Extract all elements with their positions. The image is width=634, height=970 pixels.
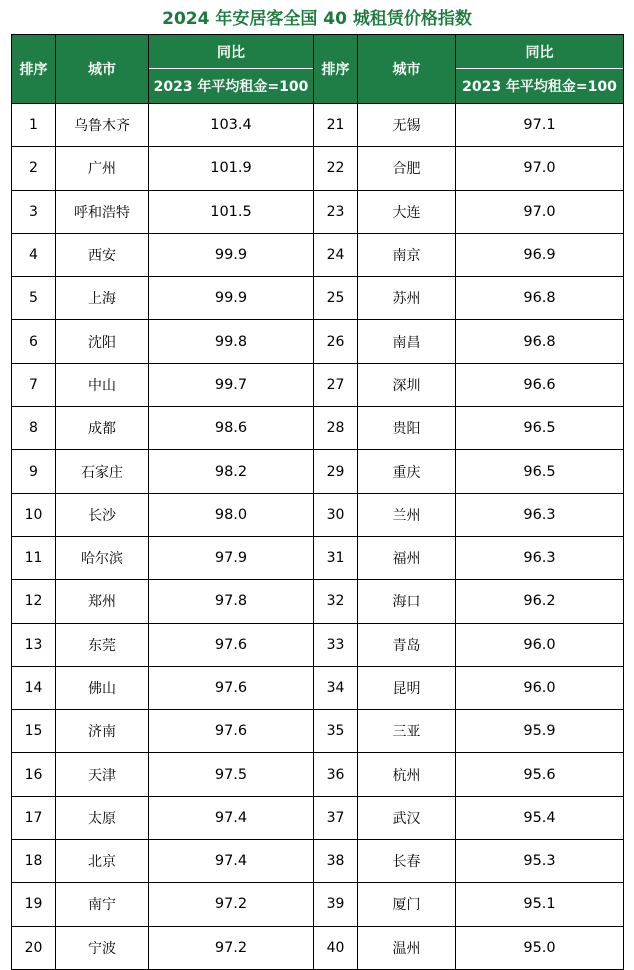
rank-cell: 37: [314, 796, 358, 839]
rank-cell: 4: [12, 233, 56, 276]
city-cell: 乌鲁木齐: [56, 104, 149, 147]
table-row: [12, 190, 624, 233]
rank-cell: 26: [314, 320, 358, 363]
rank-cell: 1: [12, 104, 56, 147]
index-value-cell: 99.7: [149, 363, 314, 406]
city-cell: 南宁: [56, 883, 149, 926]
index-value-cell: 97.4: [149, 796, 314, 839]
city-cell: 北京: [56, 840, 149, 883]
rank-cell: 35: [314, 710, 358, 753]
rank-cell: 32: [314, 580, 358, 623]
rank-cell: 10: [12, 493, 56, 536]
index-value-cell: 98.6: [149, 407, 314, 450]
city-cell: 温州: [358, 926, 456, 969]
index-value-cell: 97.8: [149, 580, 314, 623]
table-row: [12, 883, 624, 926]
city-cell: 哈尔滨: [56, 536, 149, 579]
rank-cell: 34: [314, 666, 358, 709]
index-value-cell: 96.5: [456, 407, 624, 450]
index-value-cell: 96.8: [456, 320, 624, 363]
city-cell: 郑州: [56, 580, 149, 623]
city-cell: 武汉: [358, 796, 456, 839]
index-value-cell: 99.9: [149, 233, 314, 276]
rank-cell: 16: [12, 753, 56, 796]
city-cell: 宁波: [56, 926, 149, 969]
rank-cell: 24: [314, 233, 358, 276]
city-cell: 济南: [56, 710, 149, 753]
city-cell: 厦门: [358, 883, 456, 926]
header-rank-right: 排序: [314, 35, 358, 104]
index-value-cell: 99.8: [149, 320, 314, 363]
city-cell: 中山: [56, 363, 149, 406]
table-row: [12, 580, 624, 623]
table-row: [12, 840, 624, 883]
city-cell: 沈阳: [56, 320, 149, 363]
table-row: [12, 363, 624, 406]
index-value-cell: 97.2: [149, 883, 314, 926]
header-rank-left: 排序: [12, 35, 56, 104]
header-yoy-right: 同比: [456, 35, 624, 69]
city-cell: 天津: [56, 753, 149, 796]
city-cell: 昆明: [358, 666, 456, 709]
table-row: [12, 753, 624, 796]
index-value-cell: 97.0: [456, 147, 624, 190]
rank-cell: 14: [12, 666, 56, 709]
rank-cell: 36: [314, 753, 358, 796]
index-value-cell: 97.1: [456, 104, 624, 147]
index-value-cell: 99.9: [149, 277, 314, 320]
rank-cell: 17: [12, 796, 56, 839]
index-value-cell: 97.6: [149, 710, 314, 753]
index-value-cell: 96.6: [456, 363, 624, 406]
table-row: [12, 104, 624, 147]
rent-index-table: [11, 34, 624, 970]
rank-cell: 8: [12, 407, 56, 450]
rank-cell: 3: [12, 190, 56, 233]
index-value-cell: 96.3: [456, 536, 624, 579]
city-cell: 合肥: [358, 147, 456, 190]
index-value-cell: 95.0: [456, 926, 624, 969]
rank-cell: 2: [12, 147, 56, 190]
header-city-left: 城市: [56, 35, 149, 104]
index-value-cell: 98.0: [149, 493, 314, 536]
rank-cell: 33: [314, 623, 358, 666]
index-value-cell: 97.6: [149, 623, 314, 666]
rank-cell: 30: [314, 493, 358, 536]
city-cell: 贵阳: [358, 407, 456, 450]
index-value-cell: 101.9: [149, 147, 314, 190]
rank-cell: 31: [314, 536, 358, 579]
city-cell: 深圳: [358, 363, 456, 406]
city-cell: 苏州: [358, 277, 456, 320]
index-value-cell: 95.1: [456, 883, 624, 926]
index-value-cell: 96.5: [456, 450, 624, 493]
index-value-cell: 96.9: [456, 233, 624, 276]
header-city-right: 城市: [358, 35, 456, 104]
index-value-cell: 95.9: [456, 710, 624, 753]
city-cell: 上海: [56, 277, 149, 320]
city-cell: 东莞: [56, 623, 149, 666]
rank-cell: 22: [314, 147, 358, 190]
table-row: [12, 147, 624, 190]
rank-cell: 25: [314, 277, 358, 320]
rank-cell: 11: [12, 536, 56, 579]
index-value-cell: 96.0: [456, 623, 624, 666]
city-cell: 西安: [56, 233, 149, 276]
table-row: [12, 536, 624, 579]
city-cell: 大连: [358, 190, 456, 233]
city-cell: 福州: [358, 536, 456, 579]
city-cell: 兰州: [358, 493, 456, 536]
index-value-cell: 97.0: [456, 190, 624, 233]
rank-cell: 29: [314, 450, 358, 493]
table-row: [12, 320, 624, 363]
table-row: [12, 710, 624, 753]
rank-cell: 12: [12, 580, 56, 623]
index-value-cell: 95.4: [456, 796, 624, 839]
rank-cell: 40: [314, 926, 358, 969]
rank-cell: 18: [12, 840, 56, 883]
city-cell: 太原: [56, 796, 149, 839]
index-value-cell: 97.4: [149, 840, 314, 883]
rank-cell: 21: [314, 104, 358, 147]
table-row: [12, 407, 624, 450]
city-cell: 三亚: [358, 710, 456, 753]
table-body: [12, 104, 624, 970]
city-cell: 佛山: [56, 666, 149, 709]
rank-cell: 7: [12, 363, 56, 406]
index-value-cell: 95.3: [456, 840, 624, 883]
city-cell: 南昌: [358, 320, 456, 363]
rank-cell: 15: [12, 710, 56, 753]
index-value-cell: 95.6: [456, 753, 624, 796]
header-base-left: 2023 年平均租金=100: [149, 69, 314, 104]
rank-cell: 23: [314, 190, 358, 233]
rank-cell: 20: [12, 926, 56, 969]
rank-cell: 28: [314, 407, 358, 450]
rank-cell: 6: [12, 320, 56, 363]
header-base-right: 2023 年平均租金=100: [456, 69, 624, 104]
index-value-cell: 97.9: [149, 536, 314, 579]
city-cell: 南京: [358, 233, 456, 276]
index-value-cell: 97.5: [149, 753, 314, 796]
rank-cell: 39: [314, 883, 358, 926]
table-row: [12, 277, 624, 320]
rank-cell: 38: [314, 840, 358, 883]
index-value-cell: 96.2: [456, 580, 624, 623]
rank-cell: 5: [12, 277, 56, 320]
city-cell: 海口: [358, 580, 456, 623]
city-cell: 杭州: [358, 753, 456, 796]
table-row: [12, 796, 624, 839]
table-row: [12, 450, 624, 493]
table-row: [12, 623, 624, 666]
city-cell: 石家庄: [56, 450, 149, 493]
index-value-cell: 98.2: [149, 450, 314, 493]
city-cell: 重庆: [358, 450, 456, 493]
rank-cell: 9: [12, 450, 56, 493]
index-value-cell: 96.8: [456, 277, 624, 320]
table-row: [12, 233, 624, 276]
header-yoy-left: 同比: [149, 35, 314, 69]
table-row: [12, 493, 624, 536]
city-cell: 呼和浩特: [56, 190, 149, 233]
table-row: [12, 926, 624, 969]
city-cell: 无锡: [358, 104, 456, 147]
index-value-cell: 103.4: [149, 104, 314, 147]
index-value-cell: 97.2: [149, 926, 314, 969]
city-cell: 长春: [358, 840, 456, 883]
rank-cell: 19: [12, 883, 56, 926]
rank-cell: 13: [12, 623, 56, 666]
index-value-cell: 96.0: [456, 666, 624, 709]
city-cell: 青岛: [358, 623, 456, 666]
table-title: 2024 年安居客全国 40 城租赁价格指数: [162, 9, 472, 29]
city-cell: 成都: [56, 407, 149, 450]
index-value-cell: 97.6: [149, 666, 314, 709]
index-value-cell: 96.3: [456, 493, 624, 536]
rank-cell: 27: [314, 363, 358, 406]
table-row: [12, 666, 624, 709]
city-cell: 广州: [56, 147, 149, 190]
city-cell: 长沙: [56, 493, 149, 536]
index-value-cell: 101.5: [149, 190, 314, 233]
